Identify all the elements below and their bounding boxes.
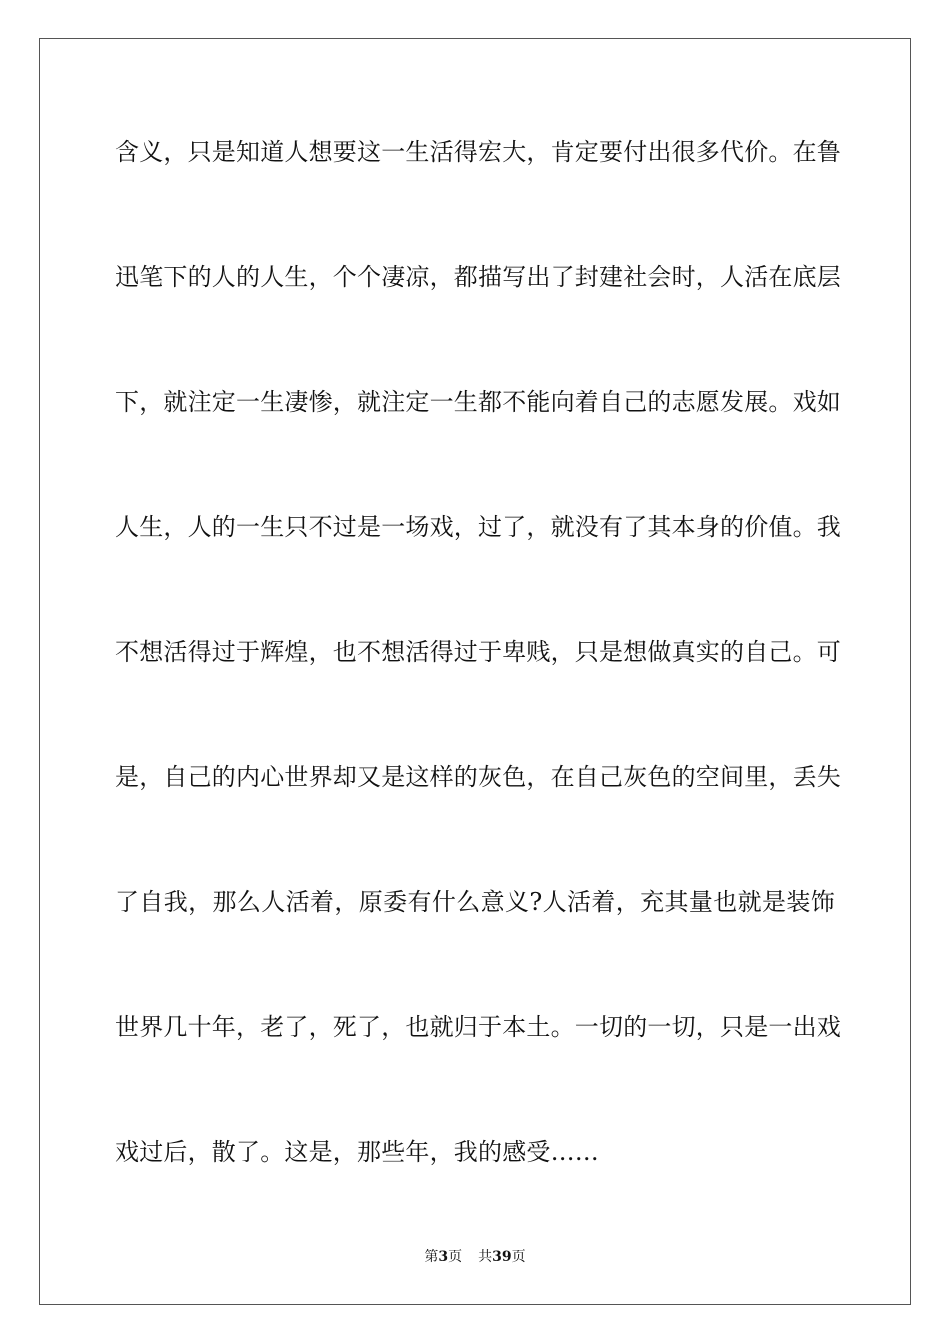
text-line: 戏过后，散了。这是，那些年，我的感受…… xyxy=(115,1138,599,1166)
body-text xyxy=(115,120,841,1245)
page-footer xyxy=(0,1246,950,1266)
current-page-number: 3 xyxy=(438,1249,449,1265)
text-line: 迅笔下的人的人生，个个凄凉，都描写出了封建社会时，人活在底层 xyxy=(115,263,841,291)
text-line: 不想活得过于辉煌，也不想活得过于卑贱，只是想做真实的自己。可 xyxy=(115,638,841,666)
text-line: 含义，只是知道人想要这一生活得宏大，肯定要付出很多代价。在鲁 xyxy=(115,138,841,166)
text-line: 人生，人的一生只不过是一场戏，过了，就没有了其本身的价值。我 xyxy=(115,513,841,541)
total-prefix: 共 xyxy=(478,1249,493,1265)
text-line: 下，就注定一生凄惨，就注定一生都不能向着自己的志愿发展。戏如 xyxy=(115,388,841,416)
text-line: 是，自己的内心世界却又是这样的灰色，在自己灰色的空间里，丢失 xyxy=(115,763,841,791)
total-unit: 页 xyxy=(511,1249,526,1265)
text-line: 了自我，那么人活着，原委有什么意义?人活着，充其量也就是装饰 xyxy=(115,888,835,916)
text-line: 世界几十年，老了，死了，也就归于本土。一切的一切，只是一出戏 xyxy=(115,1013,841,1041)
page-prefix: 第 xyxy=(424,1249,439,1265)
page-unit: 页 xyxy=(448,1249,463,1265)
total-page-count: 39 xyxy=(492,1249,512,1265)
